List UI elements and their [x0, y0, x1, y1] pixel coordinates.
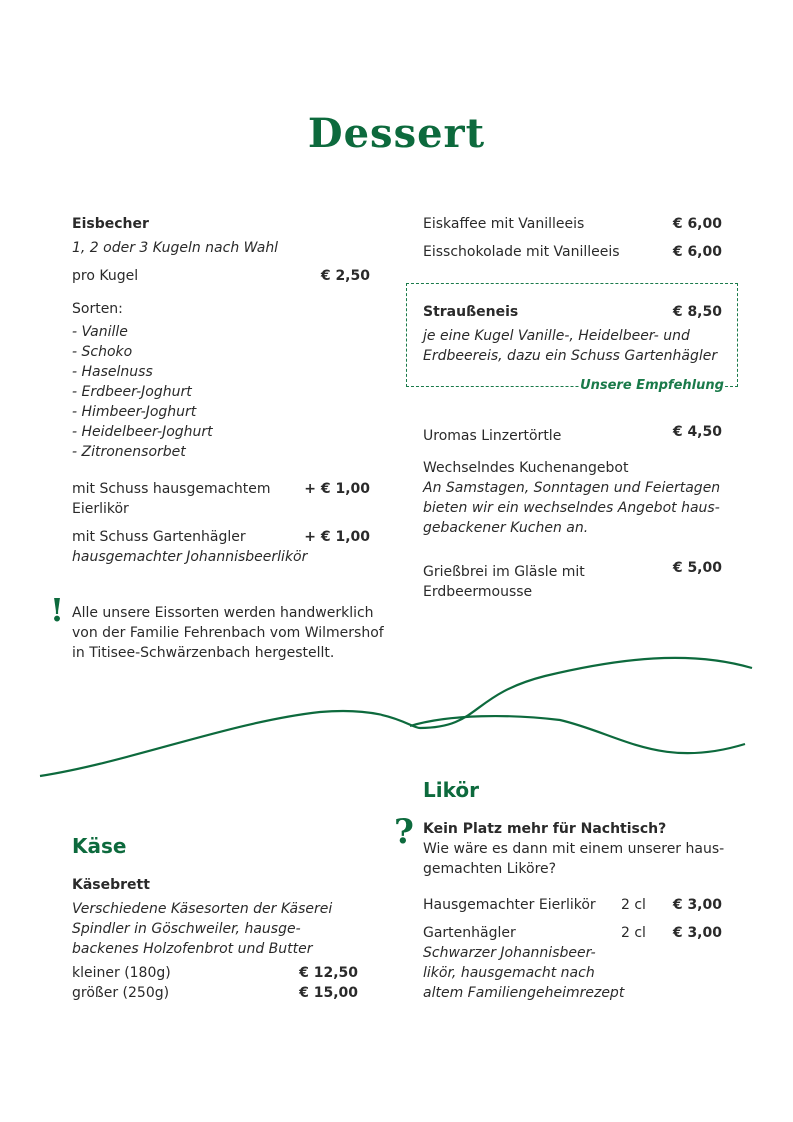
kaese-small-label: kleiner (180g) — [72, 965, 171, 981]
sort-item: - Vanille — [72, 324, 128, 340]
likoer-heading: Likör — [423, 778, 479, 802]
recommendation-desc: je eine Kugel Vanille-, Heidelbeer- und — [423, 328, 690, 344]
addon1-label: mit Schuss hausgemachtem — [72, 481, 271, 497]
kuchen-label: Wechselndes Kuchenangebot — [423, 460, 629, 476]
kuchen-desc: bieten wir ein wechselndes Angebot haus- — [423, 500, 720, 516]
likoer-question: Kein Platz mehr für Nachtisch? — [423, 821, 667, 837]
eisschokolade-price: € 6,00 — [672, 244, 722, 260]
kaese-heading: Käse — [72, 834, 127, 858]
exclamation-icon: ! — [50, 591, 65, 629]
note-line: von der Familie Fehrenbach vom Wilmershof — [72, 625, 384, 641]
likoer-intro: gemachten Liköre? — [423, 861, 557, 877]
note-line: Alle unsere Eissorten werden handwerklich — [72, 605, 374, 621]
eisbecher-subtitle: 1, 2 oder 3 Kugeln nach Wahl — [72, 240, 279, 256]
gartenhaegler-size: 2 cl — [621, 925, 646, 941]
likoer-intro: Wie wäre es dann mit einem unserer haus- — [423, 841, 725, 857]
sort-item: - Haselnuss — [72, 364, 153, 380]
gartenhaegler-desc: altem Familiengeheimrezept — [423, 985, 625, 1001]
addon1-label-cont: Eierlikör — [72, 501, 129, 517]
page-title: Dessert — [307, 110, 486, 157]
griessbrei-label: Grießbrei im Gläsle mit — [423, 564, 585, 580]
eierlikoer-price: € 3,00 — [672, 897, 722, 913]
eiskaffee-price: € 6,00 — [672, 216, 722, 232]
per-scoop-label: pro Kugel — [72, 268, 139, 284]
per-scoop-price: € 2,50 — [320, 268, 370, 284]
sort-item: - Schoko — [72, 344, 133, 360]
linzer-price: € 4,50 — [672, 424, 722, 440]
question-mark-icon: ? — [394, 812, 414, 852]
recommendation-desc: Erdbeereis, dazu ein Schuss Gartenhägler — [423, 348, 718, 364]
eiskaffee-label: Eiskaffee mit Vanilleeis — [423, 216, 585, 232]
recommendation-price: € 8,50 — [672, 304, 722, 320]
wave-divider — [0, 640, 793, 790]
gartenhaegler-desc: likör, hausgemacht nach — [423, 965, 595, 981]
addon2-price: + € 1,00 — [304, 529, 370, 545]
sort-item: - Heidelbeer-Joghurt — [72, 424, 213, 440]
recommendation-name: Straußeneis — [423, 304, 519, 320]
note-line: in Titisee-Schwärzenbach hergestellt. — [72, 645, 335, 661]
kuchen-desc: An Samstagen, Sonntagen und Feiertagen — [423, 480, 721, 496]
kaese-small-price: € 12,50 — [299, 965, 358, 981]
kaese-desc: Verschiedene Käsesorten der Käserei — [72, 901, 333, 917]
addon1-price: + € 1,00 — [304, 481, 370, 497]
recommendation-label: Unsere Empfehlung — [580, 378, 724, 393]
eierlikoer-label: Hausgemachter Eierlikör — [423, 897, 596, 913]
griessbrei-label-cont: Erdbeermousse — [423, 584, 533, 600]
gartenhaegler-price: € 3,00 — [672, 925, 722, 941]
kaesebrett-label: Käsebrett — [72, 877, 150, 893]
gartenhaegler-label: Gartenhägler — [423, 925, 516, 941]
kaese-large-price: € 15,00 — [299, 985, 358, 1001]
kaese-desc: backenes Holzofenbrot und Butter — [72, 941, 313, 957]
eierlikoer-size: 2 cl — [621, 897, 646, 913]
eisschokolade-label: Eisschokolade mit Vanilleeis — [423, 244, 620, 260]
eisbecher-heading: Eisbecher — [72, 216, 149, 232]
sort-item: - Himbeer-Joghurt — [72, 404, 197, 420]
linzer-label: Uromas Linzertörtle — [423, 428, 562, 444]
kaese-desc: Spindler in Göschweiler, hausge- — [72, 921, 301, 937]
addon2-desc: hausgemachter Johannisbeerlikör — [72, 549, 308, 565]
sort-item: - Zitronensorbet — [72, 444, 186, 460]
gartenhaegler-desc: Schwarzer Johannisbeer- — [423, 945, 596, 961]
kuchen-desc: gebackener Kuchen an. — [423, 520, 589, 536]
sorts-heading: Sorten: — [72, 301, 123, 317]
addon2-label: mit Schuss Gartenhägler — [72, 529, 246, 545]
sort-item: - Erdbeer-Joghurt — [72, 384, 192, 400]
griessbrei-price: € 5,00 — [672, 560, 722, 576]
kaese-large-label: größer (250g) — [72, 985, 170, 1001]
